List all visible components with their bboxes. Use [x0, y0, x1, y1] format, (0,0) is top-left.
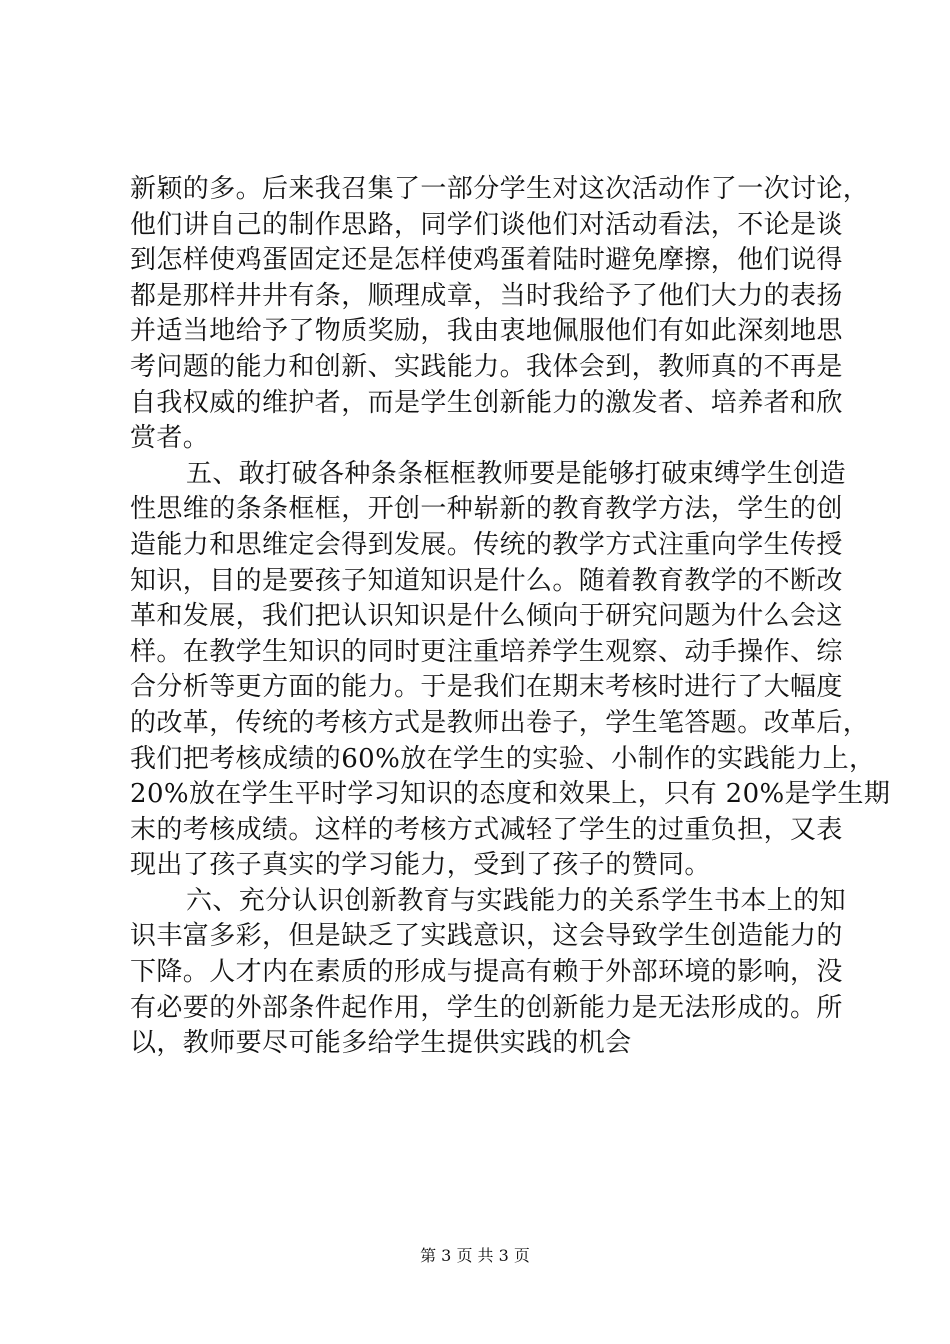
text-line: 下降。人才内在素质的形成与提高有赖于外部环境的影响，没 [130, 957, 843, 988]
text-line: 自我权威的维护者，而是学生创新能力的激发者、培养者和欣 [130, 387, 843, 418]
text-line: 都是那样井井有条，顺理成章，当时我给予了他们大力的表扬 [130, 280, 843, 311]
text-line: 样。在教学生知识的同时更注重培养学生观察、动手操作、综 [130, 636, 843, 667]
text-line: 现出了孩子真实的学习能力，受到了孩子的赞同。 [130, 850, 711, 881]
text-line: 他们讲自己的制作思路，同学们谈他们对活动看法，不论是谈 [130, 209, 843, 240]
text-line: 到怎样使鸡蛋固定还是怎样使鸡蛋着陆时避免摩擦，他们说得 [130, 245, 843, 276]
page-footer: 第 3 页 共 3 页 [420, 1246, 530, 1265]
text-line: 并适当地给予了物质奖励，我由衷地佩服他们有如此深刻地思 [130, 316, 843, 347]
text-line: 20%放在学生平时学习知识的态度和效果上，只有 20%是学生期 [130, 779, 891, 810]
text-line: 合分析等更方面的能力。于是我们在期末考核时进行了大幅度 [130, 672, 843, 703]
text-line: 知识，目的是要孩子知道知识是什么。随着教育教学的不断改 [130, 565, 843, 596]
section-six-heading-line: 六、充分认识创新教育与实践能力的关系学生书本上的知 [186, 885, 847, 916]
text-line: 新颖的多。后来我召集了一部分学生对这次活动作了一次讨论， [130, 174, 870, 204]
text-line: 以，教师要尽可能多给学生提供实践的机会 [130, 1028, 632, 1059]
document-body [130, 172, 891, 1062]
text-line: 末的考核成绩。这样的考核方式减轻了学生的过重负担，又表 [130, 814, 843, 845]
text-line: 考问题的能力和创新、实践能力。我体会到，教师真的不再是 [130, 351, 843, 382]
section-five-heading-line: 五、敢打破各种条条框框教师要是能够打破束缚学生创造 [186, 458, 847, 489]
text-line: 性思维的条条框框，开创一种崭新的教育教学方法，学生的创 [130, 494, 843, 525]
text-line: 的改革，传统的考核方式是教师出卷子，学生笔答题。改革后， [130, 707, 870, 738]
text-line: 我们把考核成绩的60%放在学生的实验、小制作的实践能力上， [130, 743, 876, 774]
text-line: 革和发展，我们把认识知识是什么倾向于研究问题为什么会这 [130, 601, 843, 632]
text-line: 赏者。 [130, 423, 210, 454]
text-line: 造能力和思维定会得到发展。传统的教学方式注重向学生传授 [130, 529, 843, 560]
text-line: 识丰富多彩，但是缺乏了实践意识，这会导致学生创造能力的 [130, 921, 843, 952]
text-line: 有必要的外部条件起作用，学生的创新能力是无法形成的。所 [130, 992, 843, 1023]
